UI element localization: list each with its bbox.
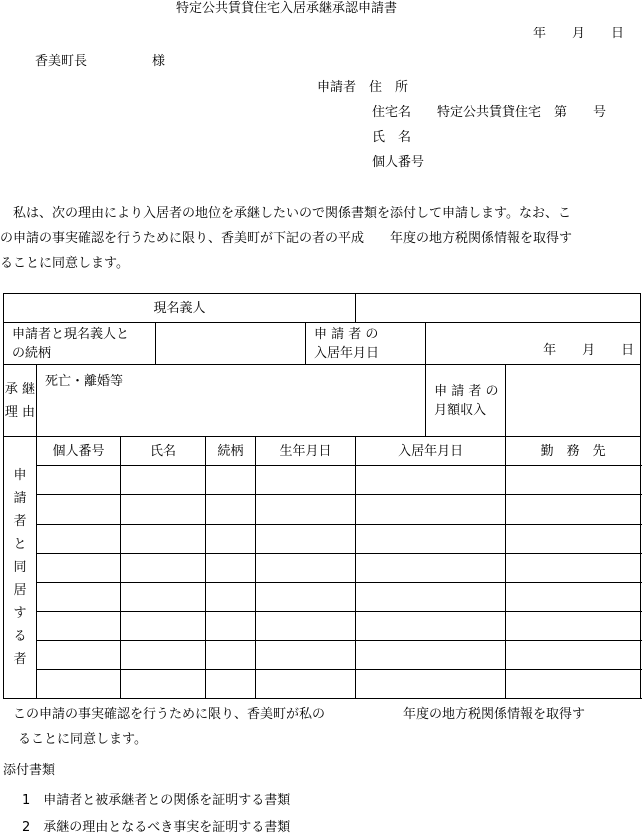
monthly-income-label: 申 請 者 の 月額収入	[426, 365, 506, 437]
column-header-workplace: 勤 務 先	[506, 437, 641, 466]
column-header-move-in-date: 入居年月日	[356, 437, 506, 466]
cell-relation[interactable]	[206, 640, 256, 669]
cell-workplace[interactable]	[506, 466, 641, 495]
cell-relation[interactable]	[206, 524, 256, 553]
table-row	[4, 640, 641, 669]
cell-relation[interactable]	[206, 582, 256, 611]
attachment-item: 1 申請者と被承継者との関係を証明する書類	[22, 793, 291, 808]
consent-line: ることに同意します。	[18, 732, 147, 747]
cell-workplace[interactable]	[506, 582, 641, 611]
cell-move-in-date[interactable]	[356, 524, 506, 553]
consent-line: この申請の事実確認を行うために限り、香美町が私の 年度の地方税関係情報を取得す	[0, 707, 586, 722]
cell-id[interactable]	[37, 611, 121, 640]
cell-birthdate[interactable]	[256, 524, 356, 553]
cell-name[interactable]	[121, 466, 206, 495]
cell-id[interactable]	[37, 495, 121, 524]
cell-move-in-date[interactable]	[356, 553, 506, 582]
column-header-name: 氏名	[121, 437, 206, 466]
cell-workplace[interactable]	[506, 669, 641, 698]
cell-id[interactable]	[37, 582, 121, 611]
reason-label: 承 継 理 由	[4, 365, 37, 437]
cell-relation[interactable]	[206, 611, 256, 640]
cell-id[interactable]	[37, 640, 121, 669]
addressee: 香美町長 様	[35, 54, 166, 69]
cell-workplace[interactable]	[506, 524, 641, 553]
cell-move-in-date[interactable]	[356, 640, 506, 669]
applicant-name-label: 氏 名	[372, 130, 412, 145]
attachments-heading: 添付書類	[3, 763, 56, 778]
consent-paragraph	[0, 702, 642, 752]
statement-line: の申請の事実確認を行うために限り、香美町が下記の者の平成 年度の地方税関係情報を取得す	[0, 231, 573, 246]
cell-relation[interactable]	[206, 466, 256, 495]
cell-name[interactable]	[121, 553, 206, 582]
cohabitants-label: 申 請 者 と 同 居 す る 者	[4, 437, 37, 699]
cell-move-in-date[interactable]	[356, 466, 506, 495]
cell-relation[interactable]	[206, 669, 256, 698]
cell-move-in-date[interactable]	[356, 669, 506, 698]
application-form-table	[3, 293, 641, 699]
cell-birthdate[interactable]	[256, 466, 356, 495]
cell-name[interactable]	[121, 669, 206, 698]
move-in-date-field[interactable]: 年 月 日	[426, 323, 641, 365]
table-row	[4, 669, 641, 698]
cell-id[interactable]	[37, 466, 121, 495]
table-row	[4, 582, 641, 611]
cell-relation[interactable]	[206, 495, 256, 524]
move-in-date-label: 申 請 者 の 入居年月日	[306, 323, 426, 365]
statement-line: ることに同意します。	[0, 256, 129, 271]
cell-id[interactable]	[37, 524, 121, 553]
applicant-id-label: 個人番号	[372, 155, 425, 170]
cell-relation[interactable]	[206, 553, 256, 582]
current-holder-field[interactable]	[356, 294, 641, 323]
table-row	[4, 611, 641, 640]
cell-workplace[interactable]	[506, 553, 641, 582]
cell-name[interactable]	[121, 611, 206, 640]
table-row	[4, 495, 641, 524]
cell-name[interactable]	[121, 582, 206, 611]
attachment-item: 2 承継の理由となるべき事実を証明する書類	[22, 820, 291, 835]
cell-birthdate[interactable]	[256, 640, 356, 669]
table-row	[4, 524, 641, 553]
cell-name[interactable]	[121, 524, 206, 553]
cell-workplace[interactable]	[506, 640, 641, 669]
cell-birthdate[interactable]	[256, 495, 356, 524]
cell-birthdate[interactable]	[256, 582, 356, 611]
applicant-address-label: 申請者 住 所	[317, 80, 409, 95]
monthly-income-field[interactable]	[506, 365, 641, 437]
cell-move-in-date[interactable]	[356, 495, 506, 524]
column-header-birthdate: 生年月日	[256, 437, 356, 466]
document-title: 特定公共賃貸住宅入居承継承認申請書	[176, 1, 398, 16]
relation-label: 申請者と現名義人と の続柄	[4, 323, 156, 365]
statement-line: 私は、次の理由により入居者の地位を承継したいので関係書類を添付して申請します。なお、こ	[0, 206, 571, 221]
relation-field[interactable]	[156, 323, 306, 365]
cell-id[interactable]	[37, 553, 121, 582]
cell-name[interactable]	[121, 640, 206, 669]
cell-id[interactable]	[37, 669, 121, 698]
cell-workplace[interactable]	[506, 495, 641, 524]
table-row	[4, 553, 641, 582]
cell-move-in-date[interactable]	[356, 611, 506, 640]
current-holder-label: 現名義人	[4, 294, 356, 323]
cell-birthdate[interactable]	[256, 611, 356, 640]
cell-name[interactable]	[121, 495, 206, 524]
statement-paragraph	[0, 201, 642, 276]
column-header-id: 個人番号	[37, 437, 121, 466]
cell-birthdate[interactable]	[256, 669, 356, 698]
column-header-relation: 続柄	[206, 437, 256, 466]
table-row	[4, 466, 641, 495]
applicant-housing-label: 住宅名 特定公共賃貸住宅 第 号	[372, 105, 607, 120]
cell-move-in-date[interactable]	[356, 582, 506, 611]
application-date: 年 月 日	[533, 27, 625, 40]
cell-birthdate[interactable]	[256, 553, 356, 582]
reason-field[interactable]: 死亡・離婚等	[37, 365, 426, 437]
cell-workplace[interactable]	[506, 611, 641, 640]
